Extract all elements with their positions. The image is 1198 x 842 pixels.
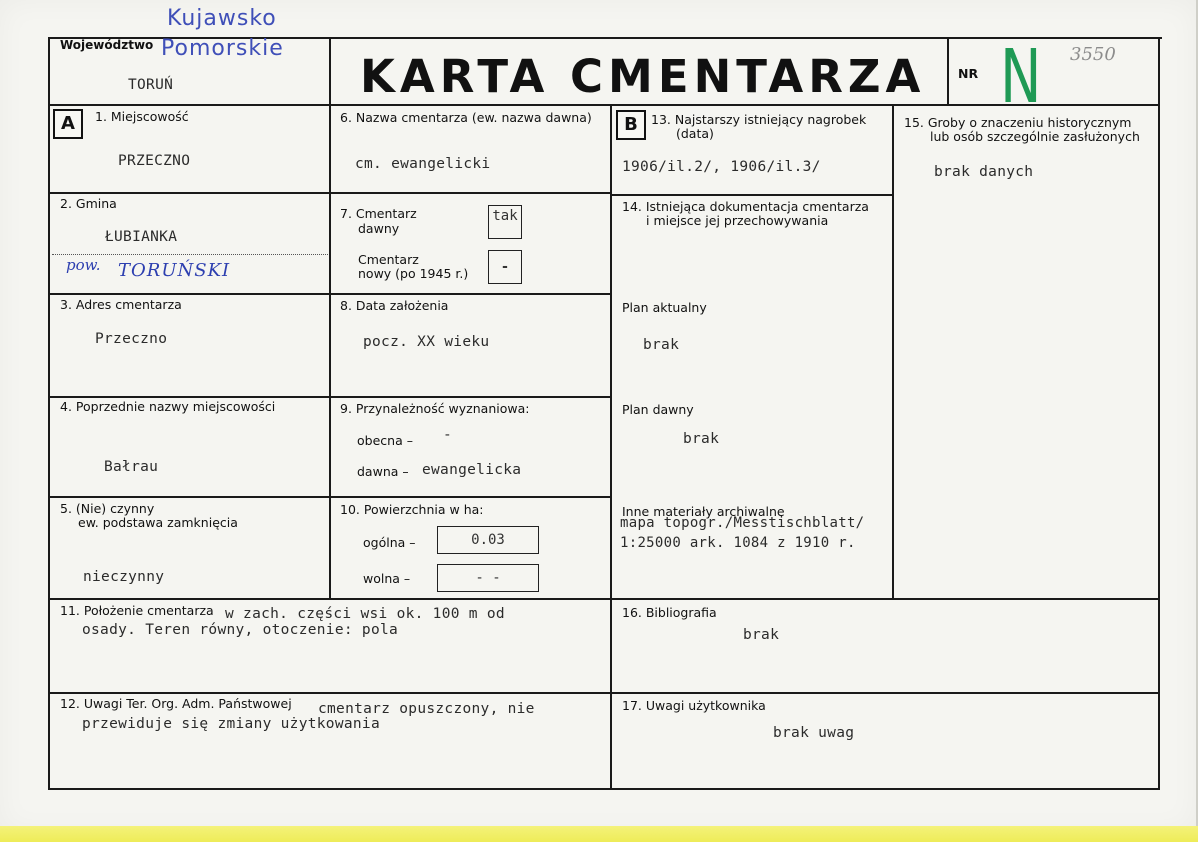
rule [48, 692, 1158, 694]
voivodeship-label: Województwo [60, 38, 154, 52]
archives-label: Inne materiały archiwalne [622, 504, 785, 519]
nr-number: 3550 [1070, 44, 1116, 65]
yellow-sheet-edge [0, 826, 1198, 842]
rule [947, 37, 949, 106]
rule [48, 104, 1158, 106]
field-10-label: 10. Powierzchnia w ha: [340, 502, 484, 517]
field-6-label: 6. Nazwa cmentarza (ew. nazwa dawna) [340, 110, 592, 125]
field-11-value-line1: w zach. części wsi ok. 100 m od [225, 606, 505, 622]
archives-value-line2: 1:25000 ark. 1084 z 1910 r. [620, 535, 856, 551]
rule [892, 104, 894, 600]
field-9-former-label: dawna – [357, 464, 409, 479]
field-4-value: Bałrau [104, 459, 159, 475]
rule [48, 598, 1158, 600]
section-a-marker: A [53, 109, 83, 139]
field-2-label: 2. Gmina [60, 196, 117, 211]
plan-former-value: brak [683, 431, 720, 447]
field-11-value-line2: osady. Teren równy, otoczenie: pola [82, 622, 399, 638]
dotted-rule [52, 254, 328, 255]
field-8-value: pocz. XX wieku [363, 334, 490, 350]
field-3-label: 3. Adres cmentarza [60, 297, 182, 312]
voivodeship-value: TORUŃ [128, 77, 174, 93]
field-1-value: PRZECZNO [118, 153, 191, 169]
nr-label: NR [958, 66, 979, 81]
field-16-value: brak [743, 627, 780, 643]
card-title: KARTA CMENTARZA [360, 50, 926, 103]
field-15-label-line2: lub osób szczególnie zasłużonych [930, 129, 1140, 144]
region-stamp-line1: Kujawsko [167, 6, 277, 31]
field-10-total-box: 0.03 [437, 526, 539, 554]
field-13-label-line2: (data) [676, 126, 714, 141]
field-14-label-line1: 14. Istniejąca dokumentacja cmentarza [622, 199, 869, 214]
field-7-old-checkbox: tak [488, 205, 522, 239]
rule [610, 104, 612, 790]
field-10-free-label: wolna – [363, 571, 411, 586]
archives-value-line1: mapa topogr./Messtischblatt/ [620, 515, 865, 531]
region-stamp-line2: Pomorskie [161, 36, 284, 61]
field-9-label: 9. Przynależność wyznaniowa: [340, 401, 530, 416]
field-7-new-label-line2: nowy (po 1945 r.) [358, 266, 469, 281]
section-b-marker: B [616, 110, 646, 140]
field-12-label: 12. Uwagi Ter. Org. Adm. Państwowej [60, 696, 292, 711]
field-5-label-line2: ew. podstawa zamknięcia [78, 515, 238, 530]
field-5-value: nieczynny [83, 569, 165, 585]
field-9-current-value: - [443, 427, 453, 443]
rule [48, 37, 50, 790]
nr-letter: N [1000, 34, 1042, 120]
field-16-label: 16. Bibliografia [622, 605, 717, 620]
field-9-current-label: obecna – [357, 433, 413, 448]
field-12-value-line1: cmentarz opuszczony, nie [318, 701, 535, 717]
field-13-value: 1906/il.2/, 1906/il.3/ [622, 159, 821, 175]
field-1-label: 1. Miejscowość [95, 109, 189, 124]
field-17-value: brak uwag [773, 725, 855, 741]
field-9-former-value: ewangelicka [422, 462, 522, 478]
plan-current-label: Plan aktualny [622, 300, 707, 315]
rule [612, 194, 894, 196]
field-2-handwritten-value: TORUŃSKI [118, 260, 231, 281]
field-15-value: brak danych [934, 164, 1034, 180]
field-10-total-label: ogólna – [363, 535, 416, 550]
plan-former-label: Plan dawny [622, 402, 694, 417]
field-7-new-label-line1: Cmentarz [358, 252, 419, 267]
rule [329, 37, 331, 600]
field-4-label: 4. Poprzednie nazwy miejscowości [60, 399, 276, 414]
field-14-label-line2: i miejsce jej przechowywania [646, 213, 829, 228]
field-7-new-checkbox: - [488, 250, 522, 284]
field-10-free-box: - - [437, 564, 539, 592]
field-11-label: 11. Położenie cmentarza [60, 603, 214, 618]
field-7-old-label-line2: dawny [358, 221, 400, 236]
field-2-handwritten-prefix: pow. [66, 256, 101, 274]
field-15-label-line1: 15. Groby o znaczeniu historycznym [904, 115, 1132, 130]
field-17-label: 17. Uwagi użytkownika [622, 698, 766, 713]
rule [48, 788, 1160, 790]
field-6-value: cm. ewangelicki [355, 156, 491, 172]
field-5-label-line1: 5. (Nie) czynny [60, 501, 155, 516]
field-3-value: Przeczno [95, 331, 168, 347]
plan-current-value: brak [643, 337, 680, 353]
field-8-label: 8. Data założenia [340, 298, 449, 313]
field-12-value-line2: przewiduje się zmiany użytkowania [82, 716, 380, 732]
field-13-label-line1: 13. Najstarszy istniejący nagrobek [651, 112, 867, 127]
field-7-old-label-line1: 7. Cmentarz [340, 206, 417, 221]
field-2-value: ŁUBIANKA [105, 229, 178, 245]
rule [1158, 37, 1160, 790]
